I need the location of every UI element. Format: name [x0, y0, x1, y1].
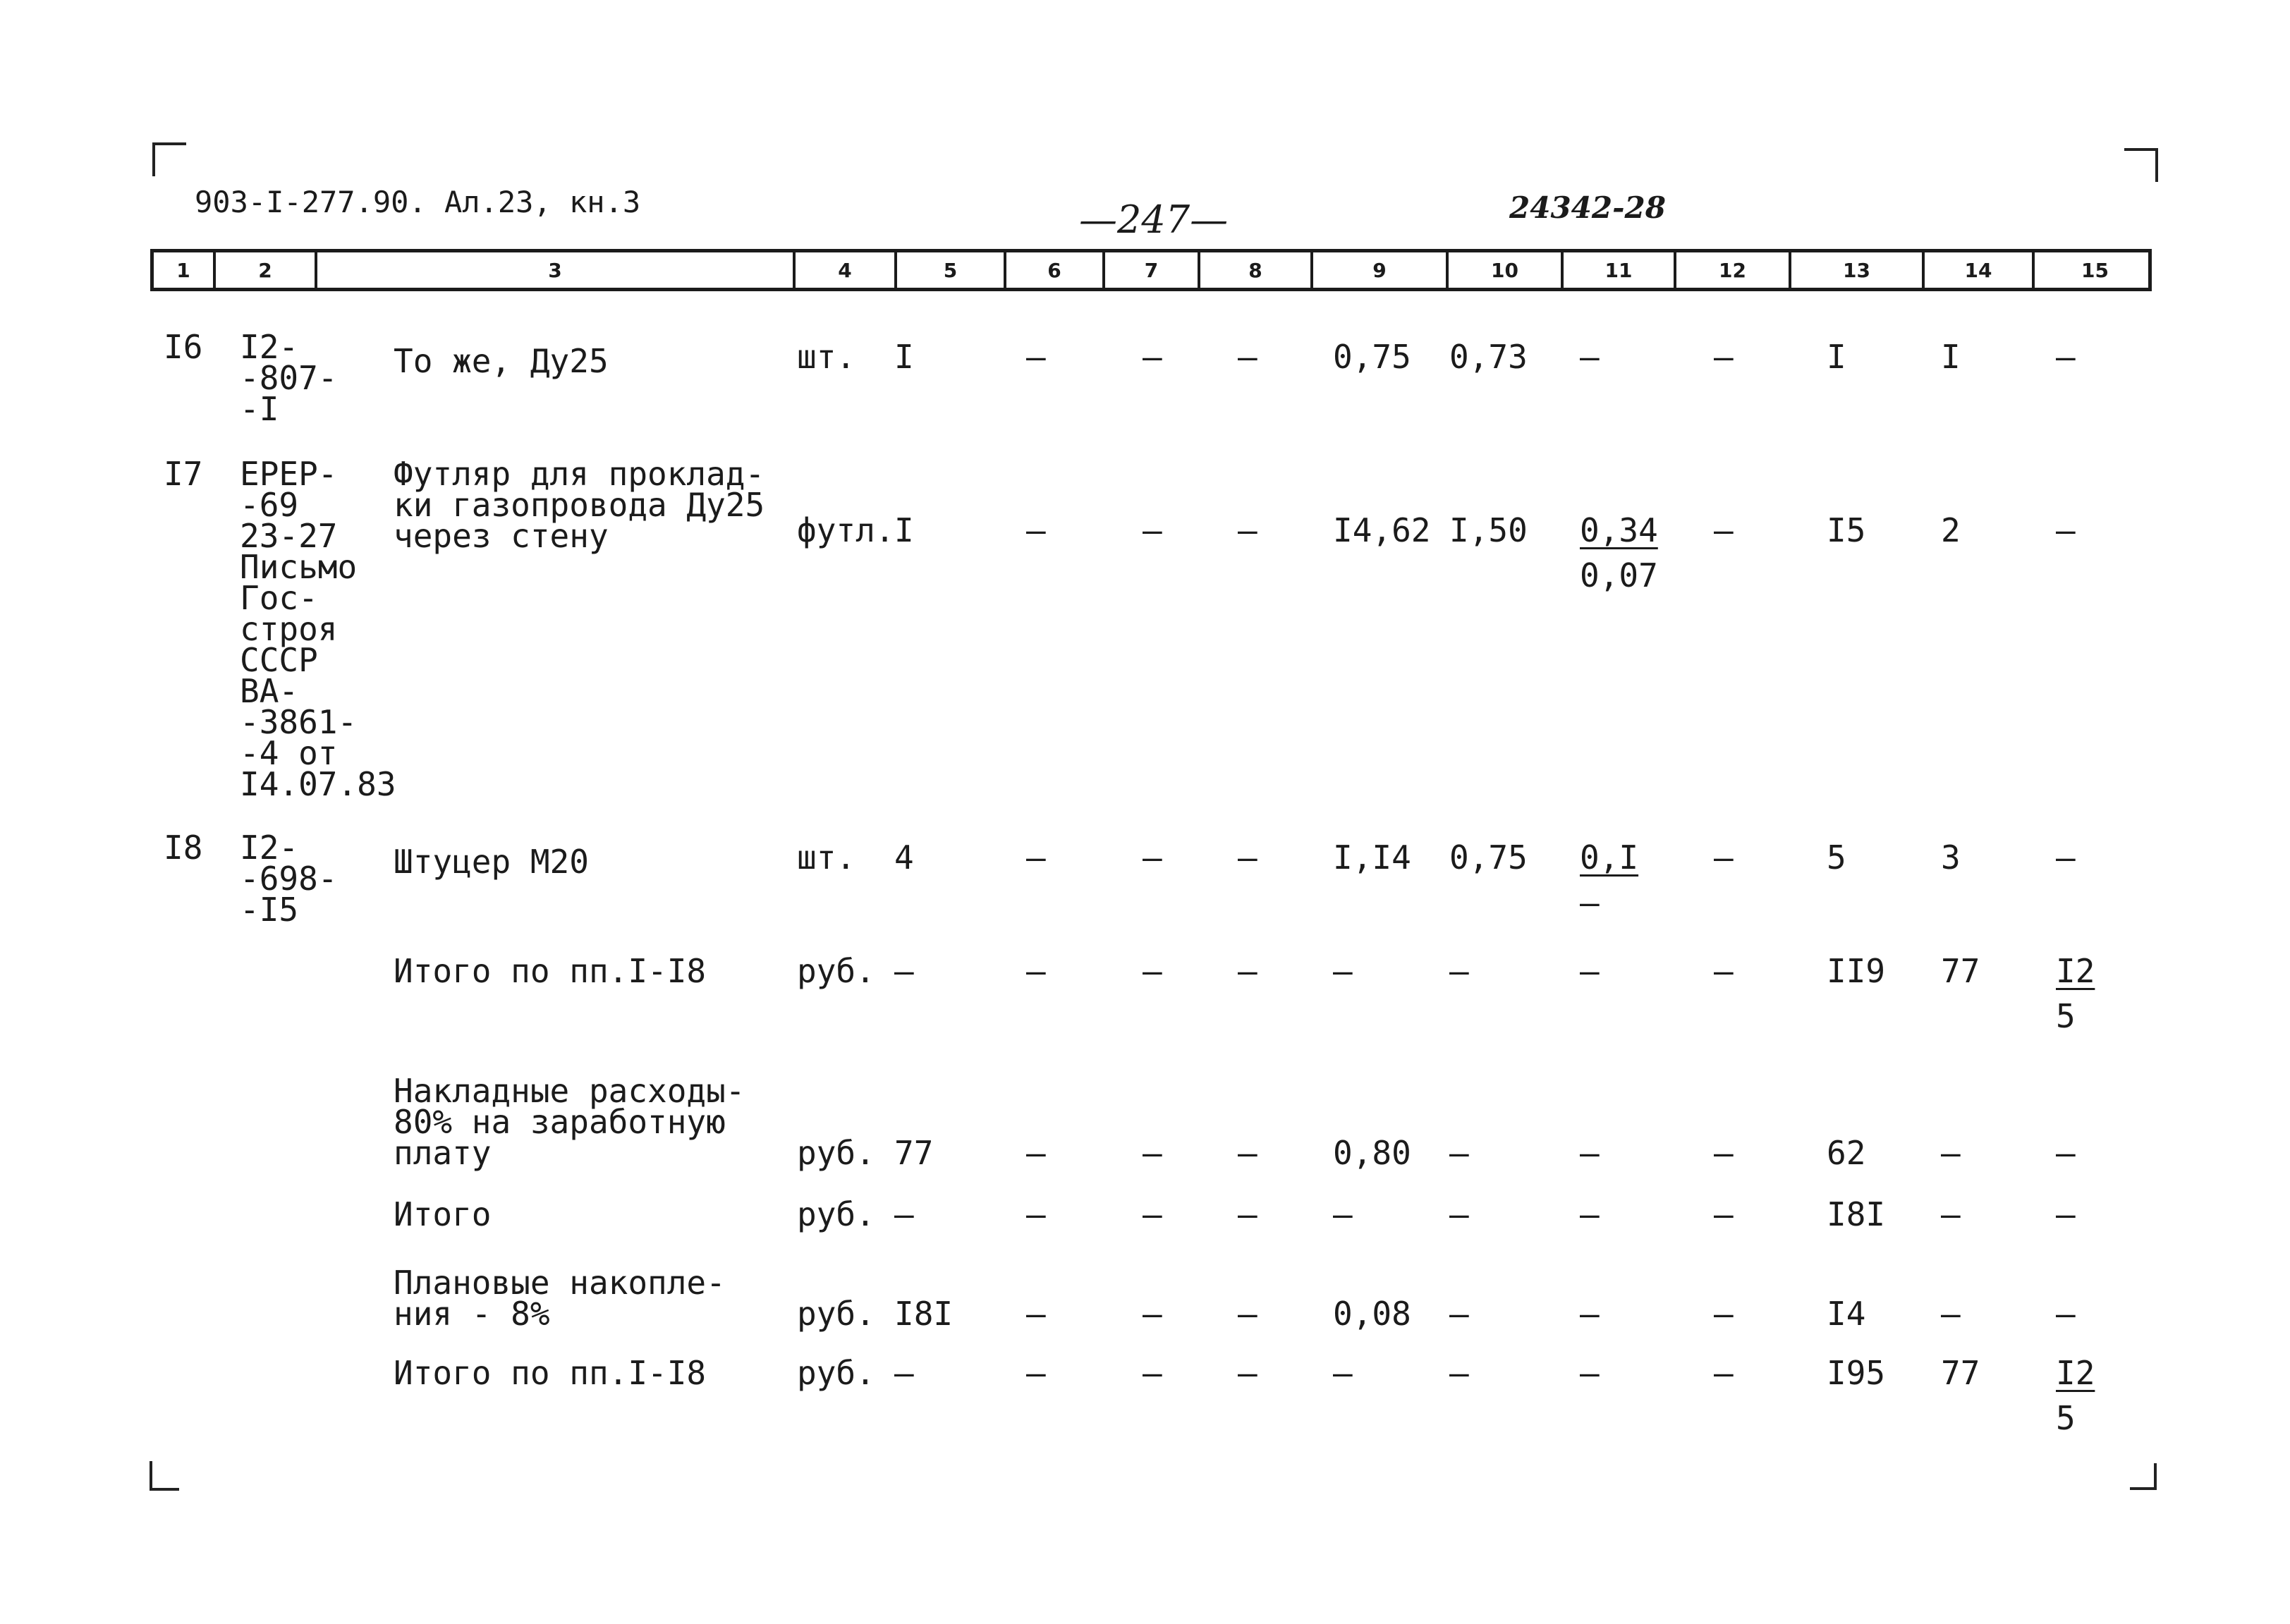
total-c8: –: [1238, 1195, 1257, 1233]
total-c14: –: [1941, 1295, 1961, 1333]
value-c10: 0,75: [1449, 838, 1528, 877]
value-c15: –: [2056, 338, 2076, 376]
row-number: I8: [164, 829, 203, 867]
total-description-line: Плановые накопле-: [394, 1264, 726, 1302]
value-c9: I4,62: [1333, 511, 1431, 549]
column-number-15: 15: [2081, 258, 2109, 282]
total-c14: –: [1941, 1195, 1961, 1233]
total-c15: I2: [2056, 1354, 2095, 1392]
total-c12: –: [1714, 1354, 1734, 1392]
total-c11: –: [1580, 1134, 1600, 1172]
column-number-10: 10: [1449, 252, 1564, 288]
item-description-line: Футляр для проклад-: [394, 455, 765, 493]
value-c7: –: [1143, 338, 1162, 376]
total-c6: –: [1026, 1134, 1046, 1172]
norm-code-line: Письмо: [240, 548, 358, 586]
column-number-5: 5: [897, 252, 1006, 288]
total-quantity: –: [894, 1195, 914, 1233]
total-description-line: 80% на заработную: [394, 1103, 726, 1141]
total-c14: 77: [1941, 1354, 1980, 1392]
norm-code-line: I4.07.83: [240, 765, 396, 803]
norm-code-line: -I: [240, 390, 279, 428]
corner-mark-top-right: [2124, 148, 2158, 182]
value-c8: –: [1238, 338, 1257, 376]
total-c6: –: [1026, 1195, 1046, 1233]
total-c12: –: [1714, 1195, 1734, 1233]
total-unit: руб.: [797, 952, 875, 990]
value-c6: –: [1026, 338, 1046, 376]
total-unit: руб.: [797, 1195, 875, 1233]
column-number-14: 14: [1925, 252, 2035, 288]
page-number: —247—: [1079, 197, 1229, 242]
total-description-line: плату: [394, 1134, 492, 1172]
value-c11: 0,I: [1580, 838, 1639, 877]
norm-code-line: I2-: [240, 328, 299, 366]
total-c7: –: [1143, 952, 1162, 990]
total-c14: –: [1941, 1134, 1961, 1172]
value-c14: 2: [1941, 511, 1961, 549]
total-description-line: Накладные расходы-: [394, 1072, 745, 1110]
corner-mark-bottom-right: [2130, 1463, 2157, 1490]
value-c12: –: [1714, 838, 1734, 877]
total-c11: –: [1580, 1354, 1600, 1392]
column-number-3: 3: [317, 252, 796, 288]
value-c12: –: [1714, 511, 1734, 549]
total-c10: –: [1449, 1354, 1469, 1392]
column-number-2: 2: [216, 252, 317, 288]
unit-of-measure: шт.: [797, 838, 856, 877]
total-c7: –: [1143, 1354, 1162, 1392]
total-description-line: Итого: [394, 1195, 492, 1233]
total-unit: руб.: [797, 1295, 875, 1333]
value-c8: –: [1238, 838, 1257, 877]
total-c13: II9: [1827, 952, 1886, 990]
value-c8: –: [1238, 511, 1257, 549]
total-c9: 0,80: [1333, 1134, 1411, 1172]
row-number: I6: [164, 328, 203, 366]
total-c12: –: [1714, 1134, 1734, 1172]
unit-of-measure: футл.: [797, 511, 895, 549]
value-c10: I,50: [1449, 511, 1528, 549]
corner-mark-bottom-left: [150, 1461, 179, 1491]
total-c15-denominator: 5: [2056, 1399, 2076, 1437]
document-reference: 903-I-277.90. Ал.23, кн.3: [195, 185, 641, 219]
value-c14: I: [1941, 338, 1961, 376]
column-number-4: 4: [796, 252, 897, 288]
row-number: I7: [164, 455, 203, 493]
total-description-line: Итого по пп.I-I8: [394, 1354, 707, 1392]
value-c9: I,I4: [1333, 838, 1411, 877]
total-unit: руб.: [797, 1354, 875, 1392]
norm-code-line: ВА-: [240, 672, 299, 710]
total-c15: –: [2056, 1195, 2076, 1233]
norm-code-line: строя: [240, 610, 338, 648]
norm-code-line: СССР: [240, 641, 318, 679]
total-c7: –: [1143, 1295, 1162, 1333]
column-number-9: 9: [1313, 252, 1449, 288]
value-c7: –: [1143, 838, 1162, 877]
column-number-6: 6: [1006, 252, 1105, 288]
total-c11: –: [1580, 952, 1600, 990]
total-c6: –: [1026, 1295, 1046, 1333]
unit-of-measure: шт.: [797, 338, 856, 376]
total-c11: –: [1580, 1195, 1600, 1233]
item-description-line: через стену: [394, 517, 609, 555]
value-c13: I: [1827, 338, 1846, 376]
quantity: 4: [894, 838, 914, 877]
quantity: I: [894, 338, 914, 376]
value-c11: –: [1580, 338, 1600, 376]
total-c10: –: [1449, 1295, 1469, 1333]
value-c13: I5: [1827, 511, 1866, 549]
value-c9: 0,75: [1333, 338, 1411, 376]
total-c10: –: [1449, 1195, 1469, 1233]
total-quantity: –: [894, 1354, 914, 1392]
item-description-line: То же, Ду25: [394, 342, 609, 380]
value-c11: 0,34: [1580, 511, 1658, 549]
value-c14: 3: [1941, 838, 1961, 877]
total-c13: I4: [1827, 1295, 1866, 1333]
norm-code-line: Гос-: [240, 579, 318, 617]
norm-code-line: -698-: [240, 860, 338, 898]
norm-code-line: 23-27: [240, 517, 338, 555]
total-c15-denominator: 5: [2056, 997, 2076, 1035]
column-number-strip: [150, 249, 2152, 291]
total-description-line: Итого по пп.I-I8: [394, 952, 707, 990]
column-number-11: 11: [1564, 252, 1676, 288]
value-c11-denominator: 0,07: [1580, 556, 1658, 594]
total-c9: –: [1333, 1354, 1353, 1392]
quantity: I: [894, 511, 914, 549]
norm-code-line: -4 от: [240, 734, 338, 772]
total-quantity: –: [894, 952, 914, 990]
value-c12: –: [1714, 338, 1734, 376]
total-unit: руб.: [797, 1134, 875, 1172]
total-c10: –: [1449, 1134, 1469, 1172]
total-c15: I2: [2056, 952, 2095, 990]
value-c6: –: [1026, 838, 1046, 877]
total-c15: –: [2056, 1295, 2076, 1333]
norm-code-line: I2-: [240, 829, 299, 867]
archive-number: 24342-28: [1509, 190, 1666, 225]
value-c15: –: [2056, 838, 2076, 877]
value-c10: 0,73: [1449, 338, 1528, 376]
item-description-line: ки газопровода Ду25: [394, 486, 765, 524]
column-number-12: 12: [1676, 252, 1791, 288]
total-c9: –: [1333, 1195, 1353, 1233]
total-c9: 0,08: [1333, 1295, 1411, 1333]
total-c13: I8I: [1827, 1195, 1886, 1233]
total-c6: –: [1026, 1354, 1046, 1392]
column-number-1: 1: [154, 252, 216, 288]
total-c7: –: [1143, 1195, 1162, 1233]
total-c10: –: [1449, 952, 1469, 990]
corner-mark-top-left: [152, 142, 186, 176]
total-quantity: 77: [894, 1134, 934, 1172]
value-c15: –: [2056, 511, 2076, 549]
total-c13: I95: [1827, 1354, 1886, 1392]
total-c15: –: [2056, 1134, 2076, 1172]
total-c12: –: [1714, 952, 1734, 990]
value-c6: –: [1026, 511, 1046, 549]
total-c8: –: [1238, 1354, 1257, 1392]
norm-code-line: -807-: [240, 359, 338, 397]
total-c12: –: [1714, 1295, 1734, 1333]
norm-code-line: -69: [240, 486, 299, 524]
column-number-8: 8: [1200, 252, 1313, 288]
total-c6: –: [1026, 952, 1046, 990]
value-c7: –: [1143, 511, 1162, 549]
total-c9: –: [1333, 952, 1353, 990]
total-quantity: I8I: [894, 1295, 954, 1333]
total-description-line: ния - 8%: [394, 1295, 550, 1333]
total-c8: –: [1238, 952, 1257, 990]
value-c13: 5: [1827, 838, 1846, 877]
total-c7: –: [1143, 1134, 1162, 1172]
norm-code-line: -I5: [240, 891, 299, 929]
total-c8: –: [1238, 1295, 1257, 1333]
total-c8: –: [1238, 1134, 1257, 1172]
total-c13: 62: [1827, 1134, 1866, 1172]
column-number-7: 7: [1105, 252, 1200, 288]
norm-code-line: -3861-: [240, 703, 358, 741]
norm-code-line: ЕРЕР-: [240, 455, 338, 493]
item-description-line: Штуцер М20: [394, 843, 589, 881]
value-c11-denominator: –: [1580, 884, 1600, 922]
total-c14: 77: [1941, 952, 1980, 990]
column-number-13: 13: [1791, 252, 1925, 288]
total-c11: –: [1580, 1295, 1600, 1333]
